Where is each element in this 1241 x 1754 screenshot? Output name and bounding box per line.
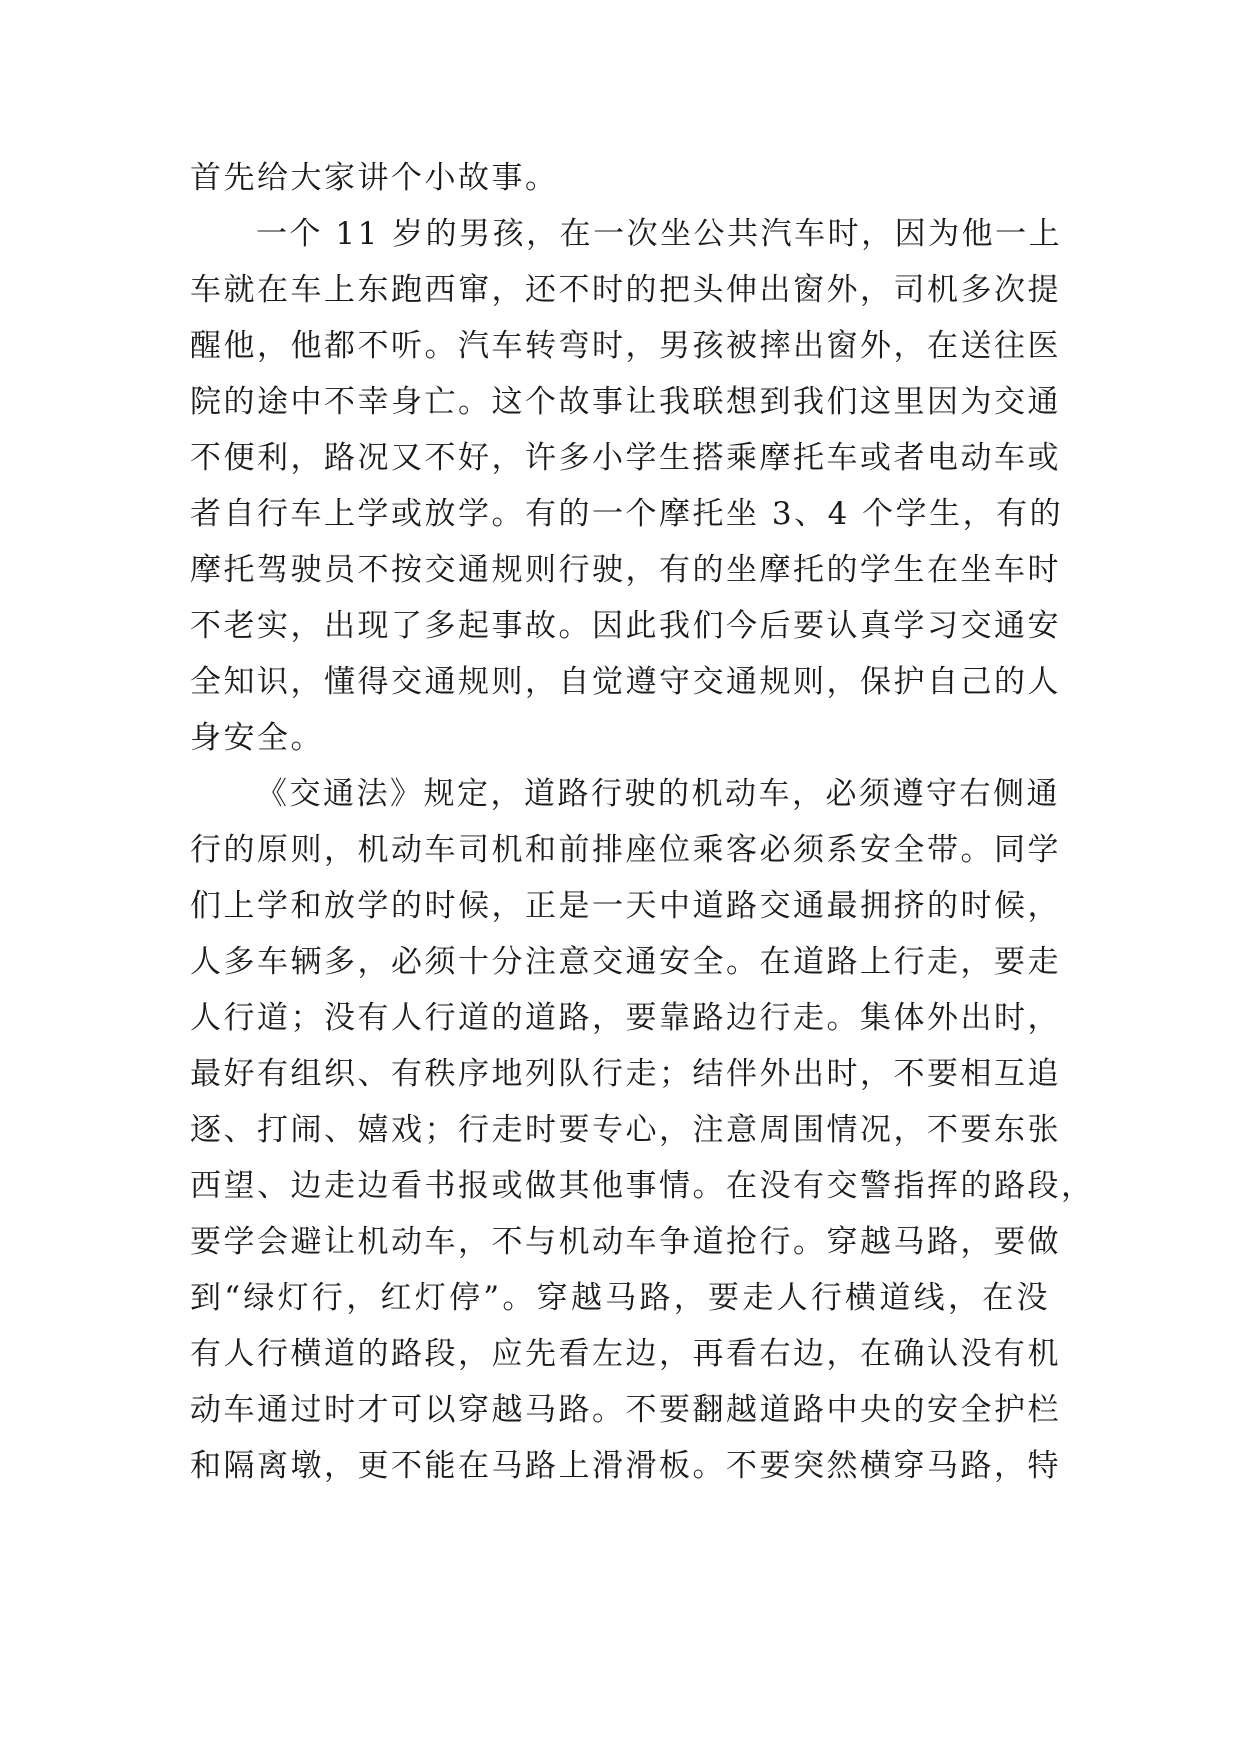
paragraph-start-line: 《交通法》规定，道路行驶的机动车，必须遵守右侧通 — [256, 776, 1060, 812]
text-line: 人行道；没有人行道的道路，要靠路边行走。集体外出时， — [190, 1000, 1061, 1036]
text-line: 不便利，路况又不好，许多小学生搭乘摩托车或者电动车或 — [190, 440, 1061, 476]
paragraph-start-line: 一个 11 岁的男孩，在一次坐公共汽车时，因为他一上 — [256, 216, 1063, 252]
text-line: 全知识，懂得交通规则，自觉遵守交通规则，保护自己的人 — [190, 664, 1061, 700]
text-line: 首先给大家讲个小故事。 — [190, 160, 559, 196]
document-body — [190, 150, 1095, 1494]
text-line: 行的原则，机动车司机和前排座位乘客必须系安全带。同学 — [190, 832, 1061, 868]
text-line: 最好有组织、有秩序地列队行走；结伴外出时，不要相互追 — [190, 1056, 1061, 1092]
text-line: 动车通过时才可以穿越马路。不要翻越道路中央的安全护栏 — [190, 1392, 1061, 1428]
text-line: 院的途中不幸身亡。这个故事让我联想到我们这里因为交通 — [190, 384, 1061, 420]
text-line: 者自行车上学或放学。有的一个摩托坐 3、4 个学生，有的 — [190, 496, 1064, 532]
text-line: 逐、打闹、嬉戏；行走时要专心，注意周围情况，不要东张 — [190, 1112, 1061, 1148]
text-line: 有人行横道的路段，应先看左边，再看右边，在确认没有机 — [190, 1336, 1061, 1372]
text-line: 不老实，出现了多起事故。因此我们今后要认真学习交通安 — [190, 608, 1061, 644]
text-line: 和隔离墩，更不能在马路上滑滑板。不要突然横穿马路，特 — [190, 1448, 1061, 1484]
text-line: 车就在车上东跑西窜，还不时的把头伸出窗外，司机多次提 — [190, 272, 1061, 308]
text-line: 西望、边走边看书报或做其他事情。在没有交警指挥的路段， — [190, 1168, 1095, 1204]
text-line: 摩托驾驶员不按交通规则行驶，有的坐摩托的学生在坐车时 — [190, 552, 1061, 588]
text-line: 身安全。 — [190, 720, 324, 756]
text-line: 们上学和放学的时候，正是一天中道路交通最拥挤的时候， — [190, 888, 1061, 924]
text-line: 要学会避让机动车，不与机动车争道抢行。穿越马路，要做 — [190, 1224, 1061, 1260]
text-line: 人多车辆多，必须十分注意交通安全。在道路上行走，要走 — [190, 944, 1061, 980]
text-line: 醒他，他都不听。汽车转弯时，男孩被摔出窗外，在送往医 — [190, 328, 1061, 364]
text-line: 到“绿灯行，红灯停”。穿越马路，要走人行横道线，在没 — [190, 1280, 1050, 1316]
